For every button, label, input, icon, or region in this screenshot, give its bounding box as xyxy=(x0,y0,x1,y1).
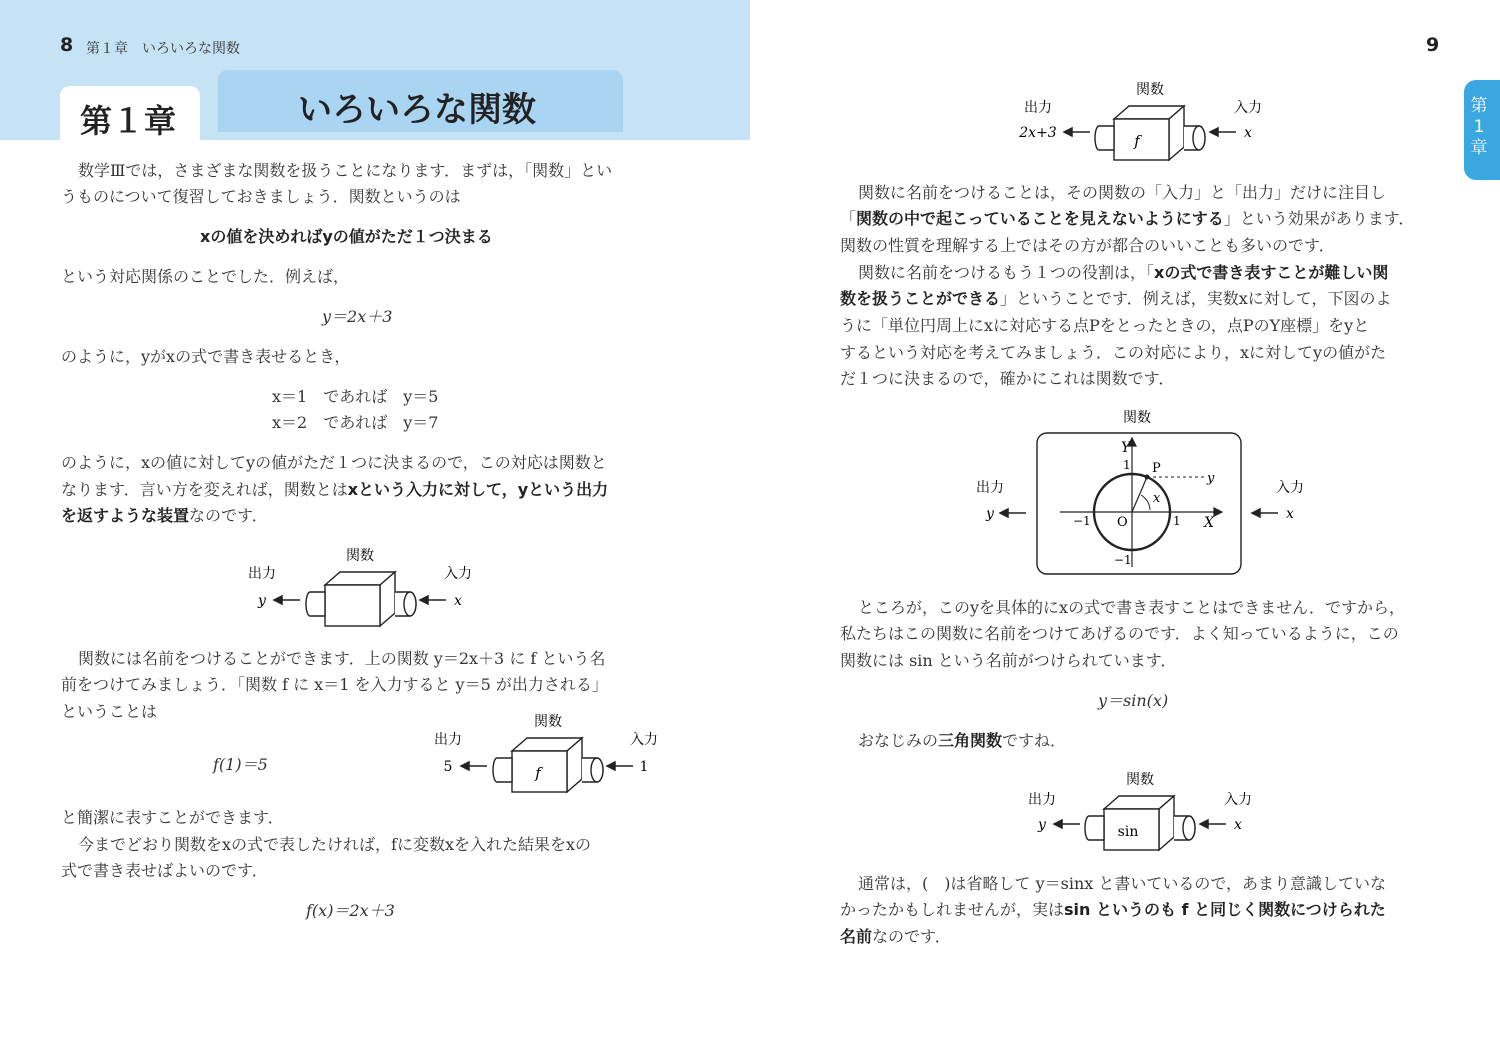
output-label: 出力 xyxy=(976,480,1004,496)
paragraph-line: 数学Ⅲでは，さまざまな関数を扱うことになります．まずは，「関数」とい xyxy=(78,161,613,180)
input-value: x xyxy=(454,593,462,609)
axis-x-label: X xyxy=(1204,515,1214,531)
input-value: 1 xyxy=(639,759,649,775)
case-line: x＝1 であれば y＝5 xyxy=(272,387,439,406)
input-label: 入力 xyxy=(1276,480,1304,496)
input-value: x xyxy=(1234,817,1242,833)
paragraph-line: 関数に名前をつけるもう１つの役割は，「xの式で書き表すことが難しい関 xyxy=(858,263,1389,282)
chapter-title: いろいろな関数 xyxy=(298,90,536,130)
paragraph-line: 名前なのです． xyxy=(840,927,951,946)
machine-box-label: sin xyxy=(1117,824,1139,840)
output-label: 出力 xyxy=(1028,792,1056,808)
paragraph-line: なります．言い方を変えれば，関数とはxという入力に対して，yという出力 xyxy=(61,480,609,499)
point-label: P xyxy=(1152,461,1161,476)
paragraph-line: うものについて復習しておきましょう．関数というのは xyxy=(61,187,461,206)
paragraph-line: 式で書き表せばよいのです． xyxy=(61,861,268,880)
paragraph-line: 前をつけてみましょう．「関数 f に x＝1 を入力すると y＝5 が出力される」 xyxy=(61,675,608,694)
definition-text: xの値を決めればyの値がただ１つ決まる xyxy=(200,227,493,246)
output-value: y xyxy=(1038,817,1046,833)
machine-box-label: f xyxy=(1134,132,1140,150)
output-label: 出力 xyxy=(1024,100,1052,116)
function-machine-diagram xyxy=(230,540,490,640)
input-label: 入力 xyxy=(444,566,472,582)
page-number-right: 9 xyxy=(1426,34,1440,56)
origin-label: O xyxy=(1117,515,1128,530)
paragraph-line: のように，xの値に対してyの値がただ１つに決まるので，この対応は関数と xyxy=(61,453,607,472)
paragraph-line: 関数には sin という名前がつけられています． xyxy=(840,651,1177,670)
tick-label: −1 xyxy=(1073,514,1091,528)
machine-box-label: f xyxy=(535,764,541,782)
paragraph-line: 私たちはこの関数に名前をつけてあげるのです．よく知っているように，この xyxy=(840,624,1399,643)
output-value: 2x+3 xyxy=(1019,125,1057,141)
tick-label: 1 xyxy=(1123,458,1131,472)
page-number-left: 8 xyxy=(60,34,74,56)
paragraph-line: 関数に名前をつけることは，その関数の「入力」と「出力」だけに注目し xyxy=(858,183,1387,202)
machine-top-label: 関数 xyxy=(346,548,374,564)
paragraph-line: 通常は，( )は省略して y＝sinx と書いているので，あまり意識していな xyxy=(858,874,1387,893)
paragraph-line: ところが，このyを具体的にxの式で書き表すことはできません．ですから， xyxy=(858,598,1406,617)
paragraph-line: ということは xyxy=(61,702,158,721)
paragraph-line: 関数には名前をつけることができます．上の関数 y＝2x＋3 に f という名 xyxy=(78,649,606,668)
output-value: y xyxy=(986,506,994,522)
paragraph-line: おなじみの三角関数ですね． xyxy=(858,731,1067,750)
tick-label: 1 xyxy=(1173,514,1181,528)
paragraph-line: のように，yがxの式で書き表せるとき， xyxy=(61,347,351,366)
function-machine-diagram xyxy=(420,706,680,806)
equation: f(x)＝2x＋3 xyxy=(306,901,395,920)
function-machine-diagram xyxy=(1010,74,1280,174)
paragraph-line: 「関数の中で起こっていることを見えないようにする」という効果があります． xyxy=(840,209,1415,228)
output-value: 5 xyxy=(443,759,453,775)
machine-top-label: 関数 xyxy=(1126,772,1154,788)
paragraph-line: 関数の性質を理解する上ではその方が都合のいいことも多いのです． xyxy=(840,236,1335,255)
input-value: x xyxy=(1244,125,1252,141)
input-label: 入力 xyxy=(1224,792,1252,808)
paragraph-line: うに「単位円周上にxに対応する点Pをとったときの，点PのY座標」をyと xyxy=(840,316,1370,335)
output-label: 出力 xyxy=(434,732,462,748)
output-label: 出力 xyxy=(248,566,276,582)
case-line: x＝2 であれば y＝7 xyxy=(272,413,439,432)
paragraph-line: 数を扱うことができる」ということです．例えば，実数xに対して，下図のよ xyxy=(840,289,1392,308)
input-label: 入力 xyxy=(1234,100,1262,116)
paragraph-line: だ１つに決まるので，確かにこれは関数です． xyxy=(840,369,1175,388)
running-head: 第１章 いろいろな関数 xyxy=(86,41,240,57)
equation: y＝sin(x) xyxy=(1098,691,1169,710)
side-tab-label: 第1章 xyxy=(1470,96,1488,158)
equation: y＝2x＋3 xyxy=(322,307,393,326)
paragraph-line: と簡潔に表すことができます． xyxy=(61,808,284,827)
y-coordinate-mark: y xyxy=(1207,471,1215,486)
paragraph-line: するという対応を考えてみましょう．この対応により，xに対してyの値がた xyxy=(840,343,1387,362)
machine-top-label: 関数 xyxy=(1136,82,1164,98)
paragraph-line: かったかもしれませんが，実はsin というのも f と同じく関数につけられた xyxy=(840,900,1386,919)
chapter-label: 第１章 xyxy=(80,102,177,140)
equation: f(1)＝5 xyxy=(213,755,268,774)
tick-label: −1 xyxy=(1114,553,1132,567)
input-value: x xyxy=(1286,506,1294,522)
unit-circle-function-diagram xyxy=(960,402,1320,580)
paragraph-line: を返すような装置なのです． xyxy=(61,506,268,525)
output-value: y xyxy=(258,593,266,609)
axis-y-label: Y xyxy=(1121,440,1131,456)
input-label: 入力 xyxy=(630,732,658,748)
machine-top-label: 関数 xyxy=(534,714,562,730)
angle-mark: x xyxy=(1153,491,1161,506)
function-machine-diagram xyxy=(1010,766,1280,866)
paragraph-line: という対応関係のことでした．例えば， xyxy=(61,267,350,286)
paragraph-line: 今までどおり関数をxの式で表したければ，fに変数xを入れた結果をxの xyxy=(78,835,591,854)
machine-top-label: 関数 xyxy=(1123,410,1151,426)
